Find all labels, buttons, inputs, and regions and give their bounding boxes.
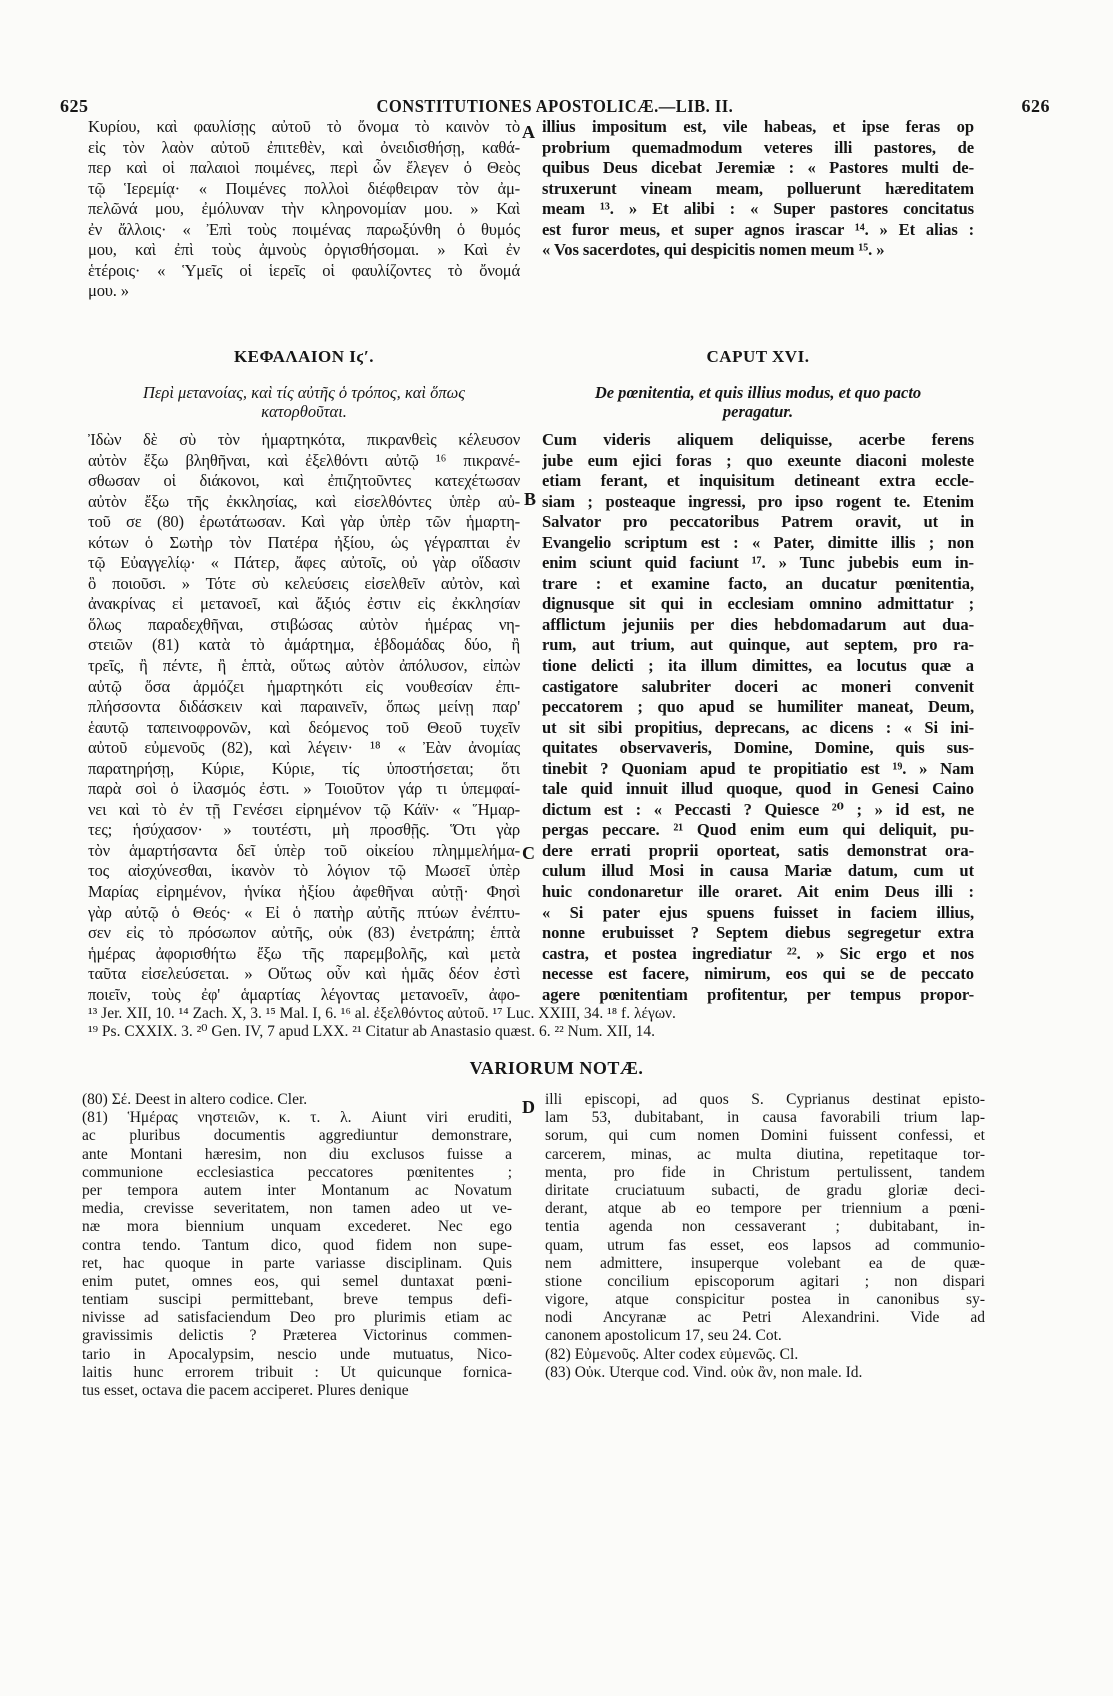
latin-text-line: ut sit sibi propitius, deprecans, ac dicens : « Si ini- — [542, 717, 974, 737]
latin-chapter-subheading — [542, 383, 974, 421]
latin-text-line: tinebit ? Quoniam apud te propitiatio est ¹⁹. » Nam — [542, 758, 974, 778]
greek-text-line: ἐν ἄλλοις· « Ἐπὶ τοὺς ποιμένας παρωξύνθη ὁ θυμός — [88, 219, 520, 239]
latin-text-line: probrium quemadmodum veteres illi pastores, de — [542, 137, 974, 157]
latin-text-line: siam ; posteaque ingressi, pro ipso rogent te. Etenim — [542, 491, 974, 511]
latin-text-line: peccatorem ; quo apud se humiliter maneat, Deum, — [542, 697, 974, 717]
greek-text-line: ἑτέροις· « Ὑμεῖς οἱ ἱερεῖς οἱ φαυλίζοντες τὸ ὄνομά — [88, 260, 520, 280]
greek-chapter-heading: ΚΕΦΑΛΑΙΟΝ Ιϛʹ. — [233, 347, 375, 366]
latin-text-line: illius impositum est, vile habeas, et ipse feras op — [542, 117, 974, 136]
greek-text-line: γὰρ αὐτῷ ὁ Θεός· « Εἰ ὁ πατὴρ αὐτῆς πτύων ἐνέπτυ- — [88, 902, 520, 922]
latin-text-line: agere pœnitentiam profitentur, per tempus propor- — [542, 984, 974, 1004]
latin-text-line: dictum est : « Peccasti ? Quiesce ²⁰ ; » id est, ne — [542, 799, 974, 819]
greek-text-line: κότων ὁ Σωτὴρ τὸν Πατέρα ἠξίου, ὡς γέγραπται ἐν — [88, 532, 520, 552]
notes-left-column — [82, 1091, 512, 1400]
margin-letter-b: B — [524, 489, 537, 509]
latin-text-line: castigatore salubriter doceri ac moneri convenit — [542, 676, 974, 696]
greek-text-line: Ἰδὼν δὲ σὺ τὸν ἡμαρτηκότα, πικρανθεὶς κέλευσον — [88, 430, 520, 449]
greek-text-line: τοῦ σε (80) ἐρωτάτωσαν. Καὶ γὰρ ὑπὲρ τῶν ἡμαρτη- — [88, 512, 520, 532]
note-line: ret, hac quoque in parte variasse disciplinam. Quis — [82, 1254, 512, 1272]
latin-text-line: Cum videris aliquem deliquisse, acerbe ferens — [542, 430, 974, 449]
latin-text-line: tale quid innuit illud quoque, quod in Genesi Caino — [542, 779, 974, 799]
note-line: (81) Ἡμέρας νηστειῶν, κ. τ. λ. Aiunt viri eruditi, — [82, 1109, 512, 1127]
greek-text-line: Κυρίου, καὶ φαυλίσῃς αὐτοῦ τὸ ὄνομα τὸ καινὸν τὸ — [88, 117, 520, 136]
note-line: canonem apostolicum 17, seu 24. Cot. — [545, 1327, 782, 1345]
latin-text-line: Evangelio scriptum est : « Pater, dimitte illis ; non — [542, 532, 974, 552]
latin-text-line: rum, aut trium, aut quinque, aut septem, pro ra- — [542, 635, 974, 655]
notes-title: VARIORUM NOTÆ. — [469, 1058, 644, 1078]
note-line: tus esset, octava die pacem acciperet. Plures denique — [82, 1382, 409, 1399]
latin-text-line: est furor meus, et super agnos irascar ¹⁴. » Et alias : — [542, 219, 974, 239]
note-line: enim putet, omnes eos, qui semel duntaxat pœni- — [82, 1272, 512, 1290]
greek-text-line: ὃ ποιοῦσι. » Τότε σὺ κελεύσεις εἰσελθεῖν αὐτὸν, καὶ — [88, 573, 520, 593]
running-head — [60, 96, 1050, 117]
latin-text-line: pergas peccare. ²¹ Quod enim eum qui deliquit, pu- — [542, 820, 974, 840]
greek-chapter-subheading — [88, 383, 520, 421]
greek-text-line: ταῦτα εἰσελεύσεται. » Οὕτως οὖν καὶ ἡμᾶς δέον ἐστὶ — [88, 964, 520, 984]
note-line: (83) Οὐκ. Uterque cod. Vind. οὐκ ἂν, non male. Id. — [545, 1363, 863, 1381]
greek-text-line: αὐτῷ ὅσα ἁρμόζει ἡμαρτηκότι εἰς νουθεσίαν ἐπι- — [88, 676, 520, 696]
latin-subheading-line-1: De pœnitentia, et quis illius modus, et quo pacto — [594, 383, 922, 402]
greek-text-line: μου, καὶ ἐπὶ τοὺς ἀμνοὺς ὀργισθήσομαι. » Καὶ ἐν — [88, 240, 520, 260]
latin-text-line: struxerunt vineam meam, polluerunt hæreditatem — [542, 178, 974, 198]
page-number-left: 625 — [60, 96, 89, 116]
latin-text-line: quitates observaveris, Domine, Domine, quis sus- — [542, 738, 974, 758]
latin-text-line: meam ¹³. » Et alibi : « Super pastores concitatus — [542, 199, 974, 219]
note-line: stione concilium episcoporum agitari ; non dispari — [545, 1272, 985, 1290]
greek-text-line: στειῶν (81) κατὰ τὸ ἁμάρτημα, ἑβδομάδας δύο, ἢ — [88, 635, 520, 655]
greek-text-line: πελῶνά μου, ἐμόλυναν τὴν κληρονομίαν μου. » Καὶ — [88, 199, 520, 219]
greek-text-line: αὐτοῦ εὐμενοῦς (82), καὶ λέγειν· ¹⁸ « Ἐὰν ἀνομίας — [88, 738, 520, 758]
latin-text-line: enim sciunt quid faciunt ¹⁷. » Tunc jubebis eum in- — [542, 553, 974, 573]
latin-text-line: Salvator pro peccatoribus Patrem oravit, ut in — [542, 512, 974, 532]
latin-chapter-heading: CAPUT XVI. — [706, 347, 810, 366]
greek-text-line: ποιεῖν, τοὺς ἐφ' ἁμαρτίας λέγοντας μετανοεῖν, ἀφο- — [88, 984, 520, 1004]
page-title: CONSTITUTIONES APOSTOLICÆ.—LIB. II. — [376, 96, 734, 116]
footnotes — [88, 1005, 1028, 1041]
page-number-right: 626 — [1021, 96, 1050, 116]
latin-text-line: « Si pater ejus spuens fuisset in faciem illius, — [542, 902, 974, 922]
latin-text-line: afflictum jejuniis per dies hebdomadarum aut dua- — [542, 614, 974, 634]
latin-text-line: nonne erubuisset ? Septem diebus segregetur extra — [542, 923, 974, 943]
note-line: carcerem, minas, ac multa diutina, repetitaque tor- — [545, 1145, 985, 1163]
greek-text-line: μου. » — [88, 281, 129, 301]
greek-text-line: παρὰ σοὶ ὁ ἱλασμός ἐστι. » Τοιοῦτον γάρ τι ὑπεμφαί- — [88, 779, 520, 799]
note-line: sorum, qui cum nomen Domini fuissent confessi, et — [545, 1127, 985, 1145]
note-line: ante Montani hæresim, non diu exclusos fuisse a — [82, 1145, 512, 1163]
greek-text-line: τὸν ἁμαρτήσαντα δεῖ ὑπὲρ τοῦ οἰκείου πλημμελήμα- — [88, 840, 520, 860]
note-line: tario in Apocalypsim, nescio unde mutuatus, Nico- — [82, 1345, 512, 1363]
greek-text-line: Μαρίας εἰρημένον, ἡνίκα ἠξίου ἀφεθῆναι αὐτῇ· Φησὶ — [88, 882, 520, 902]
greek-text-line: ἀνακρίνας εἰ μετανοεῖ, καὶ ἄξιός ἐστιν εἰς ἐκκλησίαν — [88, 594, 520, 614]
latin-text-line: culum illud Mosi in causa Mariæ datum, cum ut — [542, 861, 974, 881]
latin-text-line: tione delicti ; ita illum dimittes, ea locutus quæ a — [542, 656, 974, 676]
latin-text-line: necesse est facere, nimirum, eos qui se de peccato — [542, 964, 974, 984]
greek-text-line: τος αἰσχύνεσθαι, ἱκανὸν τὸ λόγιον τῷ Μωσεῖ ὑπὲρ — [88, 861, 520, 881]
note-line: menta, pro fide in Christum pertulissent, tandem — [545, 1163, 985, 1181]
note-line: tentia agenda non cessaverant ; dubitabant, in- — [545, 1218, 985, 1236]
greek-subheading-line-1: Περὶ μετανοίας, καὶ τίς αὐτῆς ὁ τρόπος, καὶ ὅπως — [143, 383, 465, 402]
latin-text-line: huic condonaretur ille oraret. Ait enim Deus illi : — [542, 882, 974, 902]
footnote-line: ¹³ Jer. XII, 10. ¹⁴ Zach. X, 3. ¹⁵ Mal. I, 6. ¹⁶ al. ἐξελθόντος αὐτοῦ. ¹⁷ Luc. XXIII, 34. ¹⁸ f. λέγων. — [88, 1005, 676, 1022]
latin-column-top — [542, 117, 974, 261]
latin-subheading-line-2: peragatur. — [722, 402, 794, 421]
note-line: næ mora biennium unquam excederet. Nec ego — [82, 1218, 512, 1236]
note-line: diritate cruciatuum subacti, de gradu gloriæ deci- — [545, 1181, 985, 1199]
note-line: media, crevisse severitatem, non tamen adeo ut ve- — [82, 1200, 512, 1218]
note-line: (80) Σέ. Deest in altero codice. Cler. — [82, 1091, 308, 1108]
margin-letter-a: A — [522, 122, 535, 142]
greek-text-line: περ καὶ οἱ παλαιοὶ ποιμένες, περὶ ὧν ἔλεγεν ὁ Θεὸς — [88, 158, 520, 178]
greek-text-line: πλήσσοντα διδάσκειν καὶ παραινεῖν, ὅπως μείνῃ παρ' — [88, 697, 520, 717]
note-line: derant, atque ab eo tempore per triennium a pœni- — [545, 1200, 985, 1218]
latin-text-line: « Vos sacerdotes, qui despicitis nomen meum ¹⁵. » — [542, 240, 885, 260]
latin-text-line: jube eum ejici foras ; quo exeunte diaconi moleste — [542, 450, 974, 470]
note-line: nivisse ad satisfaciendum Deo pro plurimis etiam ac — [82, 1309, 512, 1327]
footnote-line: ¹⁹ Ps. CXXIX. 3. ²⁰ Gen. IV, 7 apud LXX. ²¹ Citatur ab Anastasio quæst. 6. ²² Num. XII, 14. — [88, 1023, 656, 1040]
note-line: illi episcopi, ad quos S. Cyprianus destinat episto- — [545, 1091, 985, 1108]
greek-column-body — [88, 430, 520, 1005]
greek-text-line: εἰς τὸν λαὸν αὐτοῦ ἐπιτεθὲν, καὶ ὀνειδισθήσῃ, καθά- — [88, 137, 520, 157]
greek-text-line: σεν εἰς τὸ πρόσωπον αὐτῆς, οὐκ (83) ἐνετράπη; ἑπτὰ — [88, 923, 520, 943]
note-line: tentiam suscipi permittebant, breve tempus defi- — [82, 1291, 512, 1309]
greek-text-line: τῷ Ἱερεμίᾳ· « Ποιμένες πολλοὶ διέφθειραν τὸν ἀμ- — [88, 178, 520, 198]
greek-column-top — [88, 117, 520, 302]
greek-text-line: σθωσαν οἱ διάκονοι, καὶ ἐπιζητοῦντες κατεχέτωσαν — [88, 471, 520, 491]
note-line: contra tendo. Tantum dico, quod fidem non supe- — [82, 1236, 512, 1254]
latin-text-line: quibus Deus dicebat Jeremiæ : « Pastores multi de- — [542, 158, 974, 178]
greek-text-line: τῷ Εὐαγγελίῳ· « Πάτερ, ἄφες αὐτοῖς, οὐ γὰρ οἴδασιν — [88, 553, 520, 573]
greek-subheading-line-2: κατορθοῦται. — [261, 402, 347, 421]
note-line: ac pluribus documentis aggrediuntur demonstrare, — [82, 1127, 512, 1145]
note-line: communione ecclesiastica peccatores pœnitentes ; — [82, 1163, 512, 1181]
note-line: laitis hunc errorem tribuit : Ut quicunque fornica- — [82, 1363, 512, 1381]
note-line: nem admittere, insuperque volebant ea de quæ- — [545, 1254, 985, 1272]
latin-text-line: trare : et examine facto, an ducatur pœnitentia, — [542, 573, 974, 593]
latin-text-line: etiam ferant, et inquisitum detineant extra eccle- — [542, 471, 974, 491]
note-line: (82) Εὐμενοῦς. Alter codex εὐμενῶς. Cl. — [545, 1345, 799, 1363]
note-line: quam, utrum fas esset, eos lapsos ad communio- — [545, 1236, 985, 1254]
margin-letter-c: C — [522, 843, 535, 863]
note-line: per tempora autem inter Montanum ac Novatum — [82, 1181, 512, 1199]
greek-text-line: νει καὶ τὸ ἐν τῇ Γενέσει εἰρημένον τῷ Κάϊν· « Ἥμαρ- — [88, 799, 520, 819]
greek-text-line: αὐτὸν ἔξω τῆς ἐκκλησίας, καὶ εἰσελθόντες ὑπὲρ αὐ- — [88, 491, 520, 511]
latin-text-line: dere errati proprii oporteat, satis demonstrat ora- — [542, 840, 974, 860]
note-line: nodi Ancyranæ ac Petri Alexandrini. Vide ad — [545, 1309, 985, 1327]
greek-text-line: ὅλως παραδεχθῆναι, στιβώσας αὐτὸν ἡμέρας νη- — [88, 614, 520, 634]
latin-column-body — [542, 430, 974, 1005]
greek-text-line: ἑαυτῷ ταπεινοφρονῶν, καὶ δεόμενος τοῦ Θεοῦ τυχεῖν — [88, 717, 520, 737]
latin-text-line: castra, et postea ingrediatur ²². » Sic ergo et nos — [542, 943, 974, 963]
margin-letter-d: D — [522, 1097, 535, 1117]
greek-text-line: τες; ἡσύχασον· » τουτέστι, μὴ προσθῇς. Ὅτι γὰρ — [88, 820, 520, 840]
greek-text-line: αὐτὸν ἔξω βληθῆναι, καὶ ἐξελθόντι αὐτῷ ¹⁶ πικρανέ- — [88, 450, 520, 470]
note-line: lam 53, dubitabant, in causa favorabili trium lap- — [545, 1109, 985, 1127]
note-line: gravissimis delictis ? Præterea Victorinus commen- — [82, 1327, 512, 1345]
note-line: vigore, atque conspicitur postea in canonibus sy- — [545, 1291, 985, 1309]
latin-text-line: dignusque sit qui in ecclesiam omnino admittatur ; — [542, 594, 974, 614]
notes-right-column — [545, 1091, 985, 1382]
greek-text-line: τρεῖς, ἢ πέντε, ἢ ἑπτὰ, οὕτως αὐτὸν ἀπόλυσον, εἰπὼν — [88, 656, 520, 676]
greek-text-line: ἡμέρας ἀφορισθήτω ἔξω τῆς παρεμβολῆς, καὶ μετὰ — [88, 943, 520, 963]
greek-text-line: παρατηρήσῃ, Κύριε, Κύριε, τίς ὑποστήσεται; ὅτι — [88, 758, 520, 778]
